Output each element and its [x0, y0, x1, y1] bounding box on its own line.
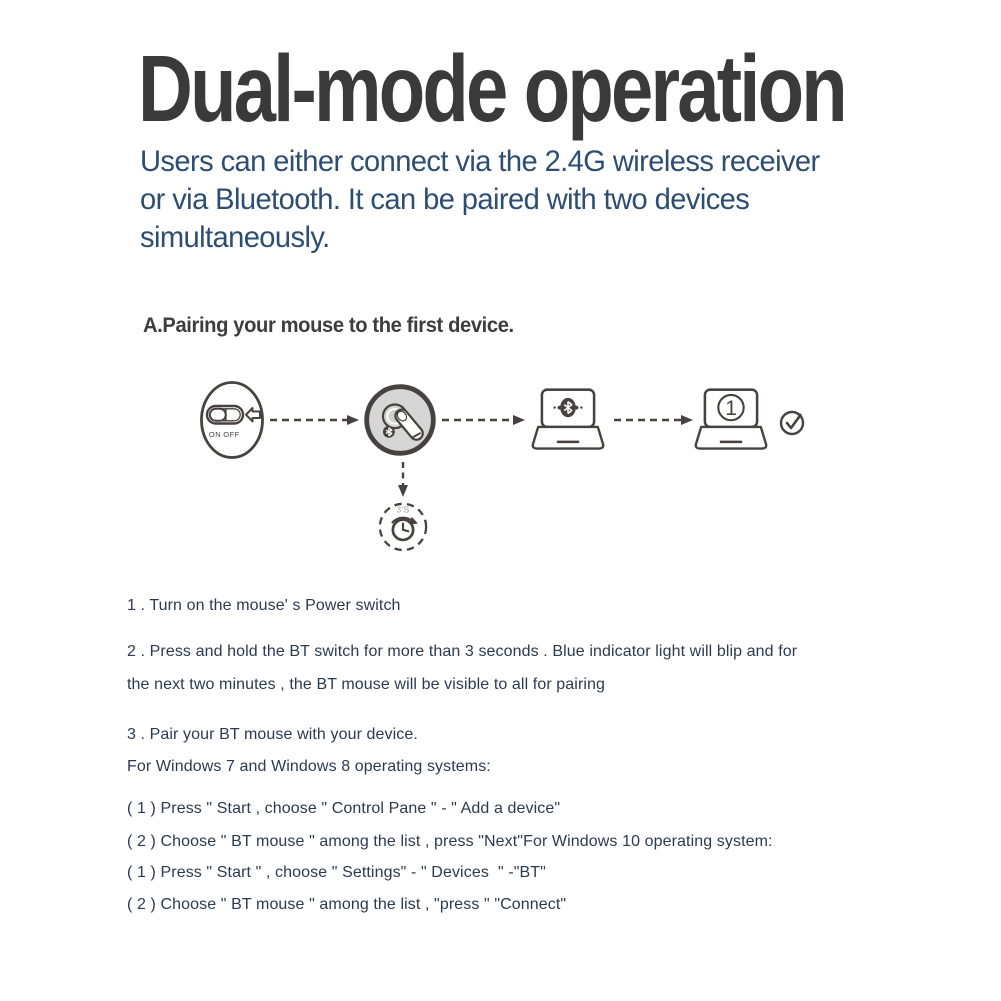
- hold-3s-timer-icon: [376, 496, 430, 554]
- section-a-heading: A.Pairing your mouse to the first device.: [143, 314, 514, 337]
- subtitle-line: or via Bluetooth. It can be paired with two devices: [140, 183, 750, 216]
- check-icon: [777, 407, 807, 437]
- instruction-windows78-heading: For Windows 7 and Windows 8 operating systems:: [127, 758, 491, 775]
- instruction-win10-substep-1: ( 1 ) Press " Start " , choose " Settings" - " Devices " -"BT": [127, 864, 546, 881]
- laptop-bluetooth-icon: [527, 386, 609, 456]
- dashed-arrow-icon: [442, 412, 526, 428]
- page-title: Dual-mode operation: [138, 36, 845, 142]
- instruction-win78-substep-1: ( 1 ) Press " Start , choose " Control Pane " - " Add a device": [127, 800, 561, 817]
- dashed-arrow-icon: [270, 412, 360, 428]
- instruction-step-2-line-1: 2 . Press and hold the BT switch for more than 3 seconds . Blue indicator light will blip and for: [127, 643, 798, 660]
- device-number-label: 1: [725, 397, 737, 421]
- instruction-win10-substep-2: ( 2 ) Choose " BT mouse " among the list , "press " "Connect": [127, 896, 567, 913]
- timer-label: 3'S: [396, 505, 410, 515]
- instruction-step-1: 1 . Turn on the mouse' s Power switch: [127, 597, 401, 614]
- dashed-arrow-down-icon: [396, 462, 410, 498]
- laptop-paired-icon: [690, 386, 772, 456]
- subtitle-line: simultaneously.: [140, 221, 330, 254]
- instruction-step-2-line-2: the next two minutes , the BT mouse will be visible to all for pairing: [127, 676, 606, 693]
- power-switch-icon: [199, 380, 265, 460]
- dashed-arrow-icon: [614, 412, 694, 428]
- power-on-label: ON: [208, 430, 222, 439]
- subtitle-line: Users can either connect via the 2.4G wireless receiver: [140, 145, 820, 178]
- instruction-win78-substep-2: ( 2 ) Choose " BT mouse " among the list , press "Next"For Windows 10 operating system:: [127, 833, 773, 850]
- power-off-label: OFF: [223, 430, 240, 439]
- press-bt-button-icon: [363, 382, 437, 458]
- instruction-step-3: 3 . Pair your BT mouse with your device.: [127, 726, 418, 743]
